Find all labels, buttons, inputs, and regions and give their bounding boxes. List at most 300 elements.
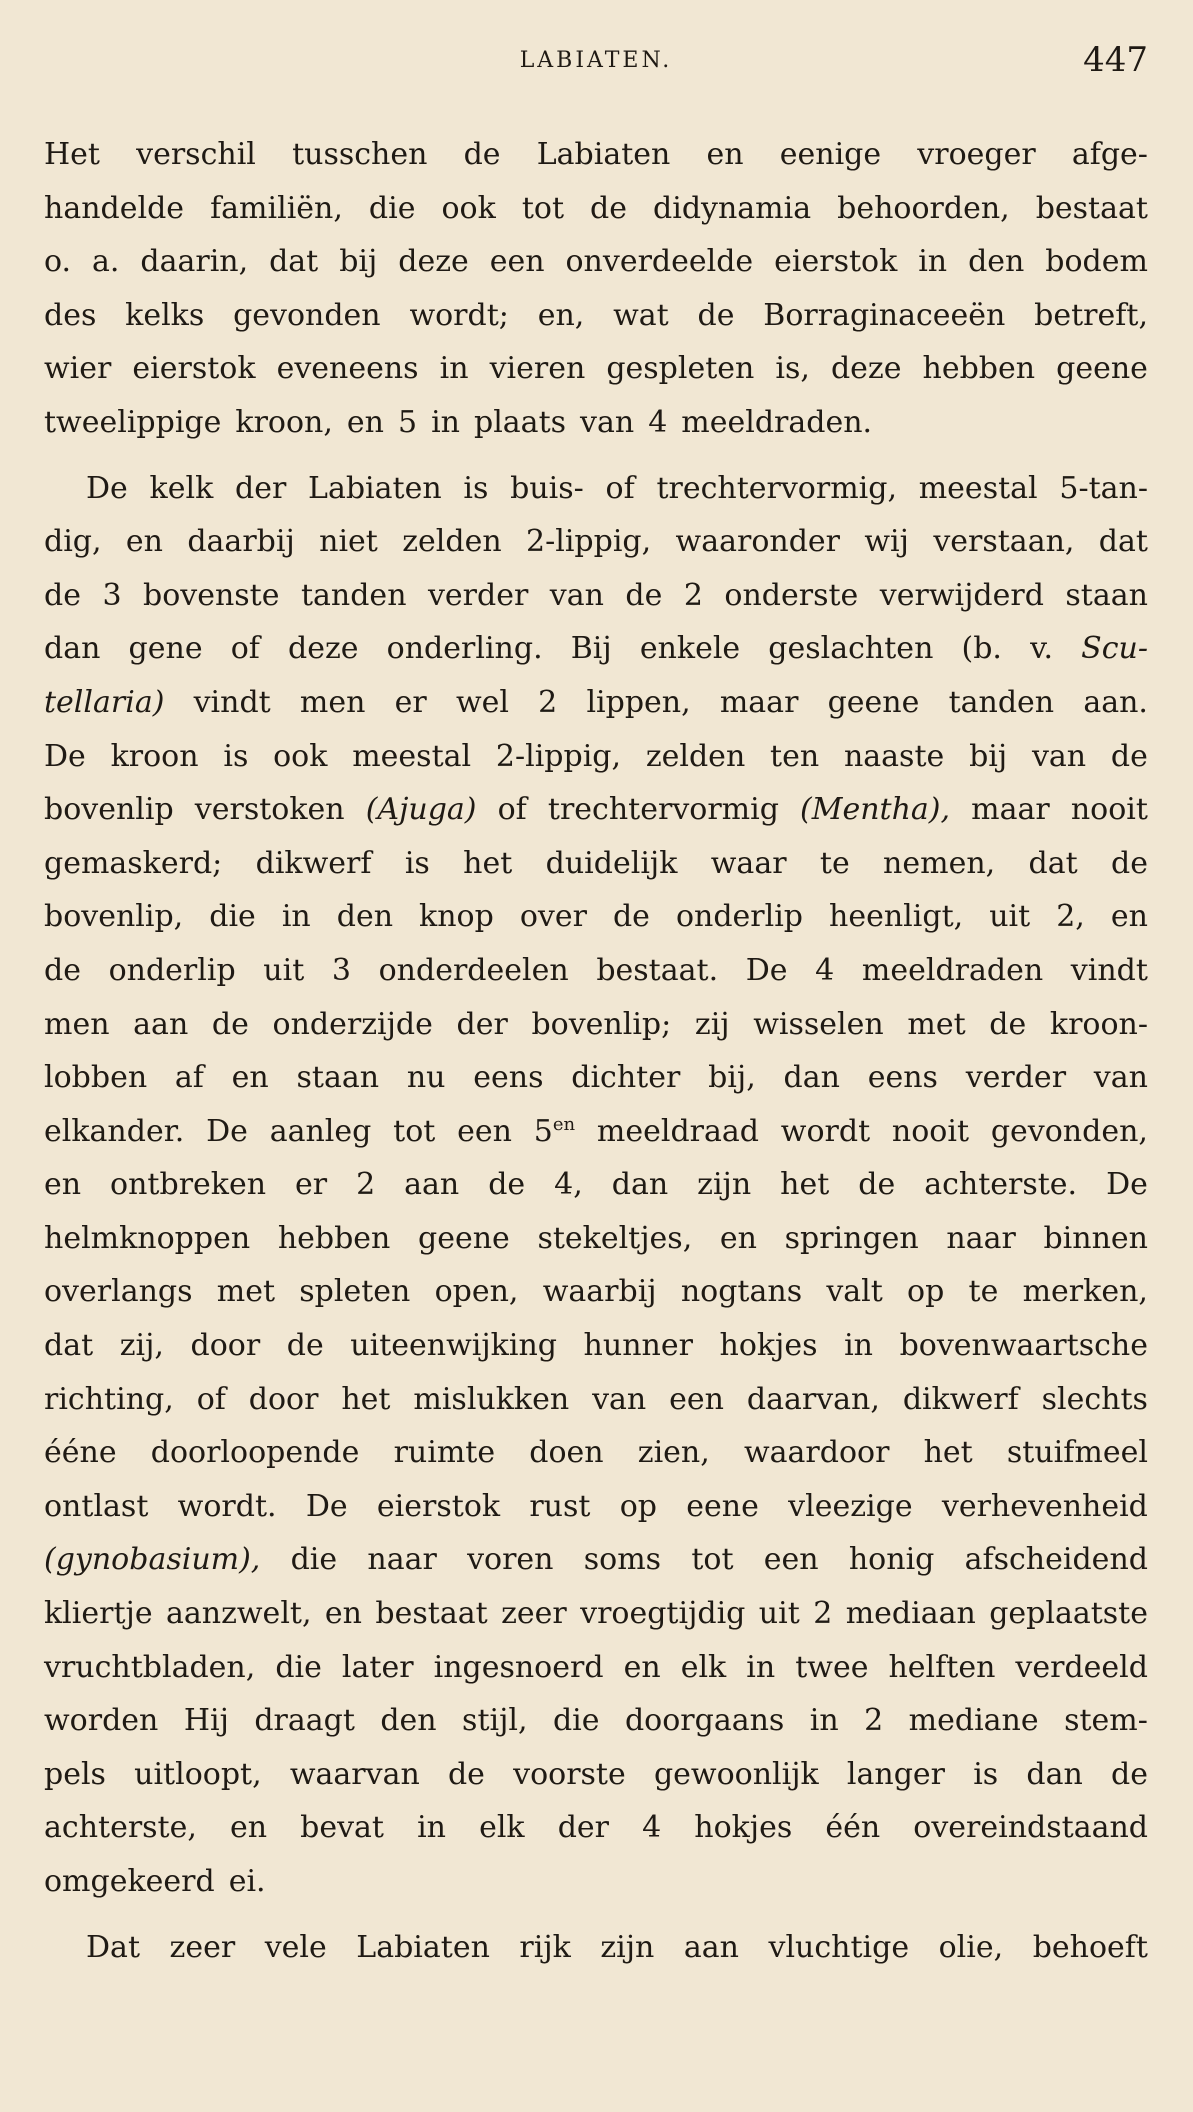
word: wat xyxy=(613,297,669,333)
word: uitloopt, xyxy=(134,1756,262,1792)
page-header xyxy=(44,40,1148,90)
word: doen xyxy=(529,1435,604,1471)
word: meestal xyxy=(918,470,1038,506)
word: of xyxy=(605,470,635,506)
word: gewoonlijk xyxy=(653,1756,819,1792)
word: enkele xyxy=(639,631,741,667)
word: 4 xyxy=(648,404,668,440)
word: zeer xyxy=(501,1596,567,1632)
word: van xyxy=(580,404,635,440)
word: over xyxy=(519,899,587,935)
word: met xyxy=(216,1274,276,1310)
word: nemen, xyxy=(883,845,996,881)
word: maar xyxy=(719,684,799,720)
text-line xyxy=(44,1748,1148,1802)
word: die xyxy=(552,1703,600,1739)
word: verschil xyxy=(136,137,256,172)
text-line xyxy=(44,1212,1148,1266)
text-line xyxy=(44,944,1148,998)
word: De xyxy=(86,470,128,506)
word: lobben xyxy=(44,1060,148,1096)
word: aanleg xyxy=(269,1113,372,1149)
word: familiën, xyxy=(210,190,343,226)
word: nogtans xyxy=(680,1274,803,1310)
word: waarbij xyxy=(542,1274,657,1310)
word: af xyxy=(174,1060,204,1096)
text-line xyxy=(44,1587,1148,1641)
word: zeer xyxy=(169,1929,236,1965)
word: elk xyxy=(680,1649,727,1685)
word: aan xyxy=(404,1167,460,1203)
word: en xyxy=(324,1596,362,1632)
word: Hij xyxy=(183,1703,229,1739)
word: door xyxy=(248,1381,319,1417)
word: op xyxy=(907,1274,945,1310)
word: stuifmeel xyxy=(1006,1435,1148,1471)
word: Dat xyxy=(86,1929,140,1965)
word: is xyxy=(973,1756,999,1792)
text-line xyxy=(44,396,1148,450)
word: later xyxy=(341,1649,414,1685)
word: wordt. xyxy=(177,1488,277,1524)
word: van xyxy=(592,1381,647,1417)
word: springen xyxy=(784,1220,919,1256)
word: geene xyxy=(418,1220,510,1256)
word: olie, xyxy=(938,1929,1004,1965)
word: eierstok xyxy=(132,351,256,387)
word: 4, xyxy=(554,1167,583,1203)
word: men xyxy=(299,684,366,720)
word: voorste xyxy=(513,1756,626,1792)
text-line xyxy=(44,462,1148,516)
text-line xyxy=(44,1319,1148,1373)
word: zij xyxy=(694,1006,730,1042)
word: ruimte xyxy=(393,1435,496,1471)
word: slechts xyxy=(1041,1381,1148,1417)
word: stijl, xyxy=(462,1703,528,1739)
word: dan xyxy=(44,631,101,667)
word: de xyxy=(44,952,81,988)
word: verstoken xyxy=(194,792,345,828)
word: en xyxy=(706,137,744,172)
word: eierstok xyxy=(376,1488,501,1524)
word: achterste, xyxy=(44,1810,197,1846)
word: wier xyxy=(44,351,112,387)
word: bestaat. xyxy=(596,952,719,988)
word: en xyxy=(231,1060,269,1096)
word: o. xyxy=(44,244,72,280)
text-line xyxy=(44,1373,1148,1427)
word: (Ajuga) xyxy=(365,792,477,828)
body-text xyxy=(44,128,1148,1974)
word: bij xyxy=(969,738,1008,774)
word: ééne xyxy=(44,1435,117,1471)
word: tanden xyxy=(948,684,1055,720)
word: tot xyxy=(691,1542,734,1578)
text-line xyxy=(44,1801,1148,1855)
text-line xyxy=(44,342,1148,396)
word: één xyxy=(825,1810,881,1846)
word: doorloopende xyxy=(150,1435,360,1471)
word: $5^{en}$ xyxy=(533,1113,576,1149)
word: uit xyxy=(989,899,1031,935)
word: onderste xyxy=(724,577,859,613)
word: wij xyxy=(864,524,909,560)
word: bij, xyxy=(708,1060,756,1096)
word: gevonden, xyxy=(990,1113,1148,1149)
word: onderzijde xyxy=(272,1006,433,1042)
text-line xyxy=(44,1480,1148,1534)
text-line xyxy=(44,1105,1148,1159)
word: geene xyxy=(827,684,920,720)
word: zelden xyxy=(645,738,746,774)
word: de xyxy=(1110,1756,1148,1792)
word: die xyxy=(209,899,256,935)
word: de xyxy=(447,1756,485,1792)
word: 2 xyxy=(813,1596,833,1632)
word: plaats xyxy=(474,404,567,440)
word: geslachten xyxy=(768,631,934,667)
text-line xyxy=(44,182,1148,236)
word: ook xyxy=(273,738,328,774)
word: de xyxy=(858,1167,896,1203)
word: dikwerf xyxy=(255,845,372,881)
word: kroon xyxy=(110,738,199,774)
word: duidelijk xyxy=(545,845,678,881)
word: eierstok xyxy=(774,244,898,280)
word: omgekeerd xyxy=(44,1864,215,1899)
word: is xyxy=(463,470,489,506)
word: gespleten xyxy=(606,351,755,387)
word: daarvan, xyxy=(746,1381,880,1417)
word: (gynobasium), xyxy=(44,1542,261,1578)
word: er xyxy=(295,1167,328,1203)
word: handelde xyxy=(44,190,185,226)
word: dan xyxy=(611,1167,669,1203)
text-line xyxy=(44,1855,1148,1909)
word: de xyxy=(286,1328,324,1364)
word: wordt xyxy=(780,1113,871,1149)
word: vroegtijdig xyxy=(580,1596,746,1632)
word: zien, xyxy=(637,1435,710,1471)
word: meeldraden. xyxy=(681,404,873,440)
word: eens xyxy=(473,1060,544,1096)
word: bevat xyxy=(300,1810,384,1846)
word: 3 xyxy=(331,952,351,988)
word: is xyxy=(404,845,430,881)
word: elkander. xyxy=(44,1113,185,1149)
word: tanden xyxy=(300,577,407,613)
word: 2 xyxy=(356,1167,376,1203)
word: in xyxy=(809,1703,839,1739)
word: in xyxy=(417,1810,446,1846)
paragraph xyxy=(44,462,1148,1909)
word: honig xyxy=(848,1542,935,1578)
word: 4 xyxy=(815,952,835,988)
word: die xyxy=(368,190,416,226)
word: bovenlip xyxy=(44,792,174,828)
word: ten xyxy=(770,738,820,774)
word: kelks xyxy=(125,297,205,333)
word: rust xyxy=(529,1488,591,1524)
text-line xyxy=(44,235,1148,289)
word: bovenlip, xyxy=(44,899,184,935)
word: en xyxy=(623,1649,661,1685)
word: waardoor xyxy=(743,1435,890,1471)
word: vroeger xyxy=(917,137,1036,172)
word: meeldraad xyxy=(596,1113,759,1149)
word: des xyxy=(44,297,97,333)
word: dig, xyxy=(44,524,102,560)
word: het xyxy=(463,845,513,881)
word: kroon, xyxy=(235,404,333,440)
word: (b. xyxy=(961,631,1002,667)
word: hunner xyxy=(583,1328,693,1364)
word: vele xyxy=(264,1929,327,1965)
word: 2-lippig, xyxy=(526,524,652,560)
word: spleten xyxy=(299,1274,411,1310)
word: tusschen xyxy=(292,137,428,172)
word: tweelippige xyxy=(44,404,222,440)
text-line xyxy=(44,1265,1148,1319)
word: meeldraden xyxy=(861,952,1044,988)
word: eveneens xyxy=(276,351,419,387)
word: bij xyxy=(339,244,378,280)
word: tellaria) xyxy=(44,684,165,720)
word: vluchtige xyxy=(768,1929,910,1965)
word: 2 xyxy=(864,1703,884,1739)
word: dichter xyxy=(571,1060,681,1096)
word: De xyxy=(44,738,86,774)
word: helmknoppen xyxy=(44,1220,251,1256)
word: mediane xyxy=(908,1703,1039,1739)
word: der xyxy=(235,470,287,506)
word: den xyxy=(968,244,1025,280)
word: bestaat xyxy=(375,1596,488,1632)
word: overlangs xyxy=(44,1274,193,1310)
word: Het xyxy=(44,137,100,172)
word: daarbij xyxy=(187,524,295,560)
text-line xyxy=(44,676,1148,730)
word: De xyxy=(1106,1167,1148,1203)
word: 4 xyxy=(642,1810,662,1846)
word: of xyxy=(196,1381,226,1417)
word: door xyxy=(190,1328,261,1364)
word: bovenste xyxy=(143,577,280,613)
paragraph-gap xyxy=(44,450,1148,462)
word: uit xyxy=(263,952,305,988)
word: 2, xyxy=(1056,899,1085,935)
word: met xyxy=(907,1006,966,1042)
word: op xyxy=(619,1488,658,1524)
word: dan xyxy=(783,1060,840,1096)
word: maar xyxy=(971,792,1050,828)
word: en xyxy=(229,1810,268,1846)
word: heenligt, xyxy=(829,899,964,935)
word: pels xyxy=(44,1756,106,1792)
word: uit xyxy=(758,1596,800,1632)
word: dikwerf xyxy=(902,1381,1019,1417)
word: en xyxy=(346,404,384,440)
word: zelden xyxy=(402,524,502,560)
word: buis- xyxy=(510,470,584,506)
word: elk xyxy=(479,1810,525,1846)
paragraph xyxy=(44,128,1148,450)
text-line xyxy=(44,1694,1148,1748)
word: richting, xyxy=(44,1381,174,1417)
word: nooit xyxy=(1070,792,1148,828)
word: aanzwelt, xyxy=(165,1596,312,1632)
word: gene xyxy=(128,631,203,667)
word: de xyxy=(612,899,650,935)
word: mislukken xyxy=(413,1381,570,1417)
word: eenige xyxy=(779,137,882,172)
word: gevonden xyxy=(233,297,381,333)
word: de xyxy=(625,577,663,613)
word: trechtervormig, xyxy=(656,470,897,506)
word: de xyxy=(989,1006,1027,1042)
word: is xyxy=(223,738,249,774)
word: en xyxy=(719,1220,757,1256)
word: Bij xyxy=(570,631,612,667)
word: vruchtbladen, xyxy=(44,1649,256,1685)
word: van xyxy=(1093,1060,1148,1096)
paragraph-gap xyxy=(44,1909,1148,1921)
word: daarin, xyxy=(140,244,249,280)
word: Scu- xyxy=(1081,631,1148,667)
word: onderling. xyxy=(386,631,543,667)
word: ontlast xyxy=(44,1488,149,1524)
word: dat xyxy=(44,1328,94,1364)
word: het xyxy=(341,1381,391,1417)
word: eens xyxy=(867,1060,938,1096)
word: worden xyxy=(44,1703,159,1739)
word: verwijderd xyxy=(879,577,1044,613)
word: waar xyxy=(710,845,787,881)
word: vleezige xyxy=(788,1488,913,1524)
word: behoorden, xyxy=(837,190,1010,226)
word: stem- xyxy=(1064,1703,1148,1739)
word: behoeft xyxy=(1032,1929,1148,1965)
text-line xyxy=(44,1641,1148,1695)
word: aan. xyxy=(1083,684,1148,720)
word: van xyxy=(549,577,604,613)
word: en xyxy=(1110,899,1148,935)
word: Labiaten xyxy=(536,137,671,172)
word: wisselen xyxy=(753,1006,884,1042)
word: 2 xyxy=(538,684,558,720)
word: hebben xyxy=(277,1220,391,1256)
word: de xyxy=(590,190,627,226)
word: naaste xyxy=(843,738,945,774)
word: betreft, xyxy=(1034,297,1148,333)
word: en, xyxy=(537,297,585,333)
text-line xyxy=(44,1158,1148,1212)
word: onverdeelde xyxy=(565,244,754,280)
page-number: 447 xyxy=(1083,40,1148,80)
word: een xyxy=(489,244,545,280)
text-line xyxy=(44,569,1148,623)
word: binnen xyxy=(1043,1220,1148,1256)
word: deze xyxy=(398,244,469,280)
word: staan xyxy=(1065,577,1148,613)
word: 5-tan- xyxy=(1059,470,1148,506)
word: in xyxy=(281,899,311,935)
text-line xyxy=(44,730,1148,784)
word: (Mentha), xyxy=(800,792,951,828)
word: tot xyxy=(393,1113,436,1149)
word: dan xyxy=(1026,1756,1083,1792)
word: De xyxy=(305,1488,348,1524)
word: de xyxy=(1110,738,1148,774)
word: er xyxy=(394,684,427,720)
word: waarvan xyxy=(289,1756,420,1792)
word: ontbreken xyxy=(110,1167,267,1203)
word: is, xyxy=(775,351,810,387)
word: in xyxy=(918,244,948,280)
word: de xyxy=(211,1006,249,1042)
word: zij, xyxy=(119,1328,164,1364)
word: de xyxy=(463,137,501,172)
word: geene xyxy=(1056,351,1148,387)
word: v. xyxy=(1030,631,1054,667)
word: in xyxy=(746,1649,776,1685)
text-line xyxy=(44,1921,1148,1975)
word: De xyxy=(206,1113,248,1149)
word: onderdeelen xyxy=(378,952,569,988)
word: verhevenheid xyxy=(941,1488,1148,1524)
word: onderlip xyxy=(108,952,236,988)
word: van xyxy=(1031,738,1087,774)
word: soms xyxy=(583,1542,662,1578)
word: mediaan xyxy=(845,1596,976,1632)
word: De xyxy=(745,952,788,988)
word: hokjes xyxy=(719,1328,818,1364)
word: onderlip xyxy=(675,899,804,935)
word: verdeeld xyxy=(1015,1649,1148,1685)
word: didynamia xyxy=(653,190,812,226)
word: in xyxy=(431,404,460,440)
text-line xyxy=(44,837,1148,891)
word: eene xyxy=(686,1488,759,1524)
word: twee xyxy=(795,1649,869,1685)
word: Labiaten xyxy=(308,470,442,506)
word: Borraginaceeën xyxy=(763,297,1006,333)
word: te xyxy=(968,1274,999,1310)
word: naar xyxy=(367,1542,437,1578)
word: in xyxy=(439,351,469,387)
word: trechtervormig xyxy=(547,792,779,828)
word: bovenwaartsche xyxy=(899,1328,1148,1364)
word: de xyxy=(488,1167,526,1203)
word: vindt xyxy=(1070,952,1148,988)
word: verder xyxy=(427,577,529,613)
word: draagt xyxy=(254,1703,355,1739)
word: een xyxy=(457,1113,512,1149)
word: deze xyxy=(830,351,902,387)
word: men xyxy=(44,1006,110,1042)
word: 2 xyxy=(683,577,703,613)
word: afscheidend xyxy=(964,1542,1148,1578)
text-line xyxy=(44,1533,1148,1587)
word: uiteenwijking xyxy=(350,1328,557,1364)
text-line xyxy=(44,1426,1148,1480)
word: 2-lippig, xyxy=(495,738,622,774)
word: rijk xyxy=(519,1929,571,1965)
word: kelk xyxy=(149,470,214,506)
word: stekeltjes, xyxy=(537,1220,693,1256)
word: open, xyxy=(434,1274,519,1310)
